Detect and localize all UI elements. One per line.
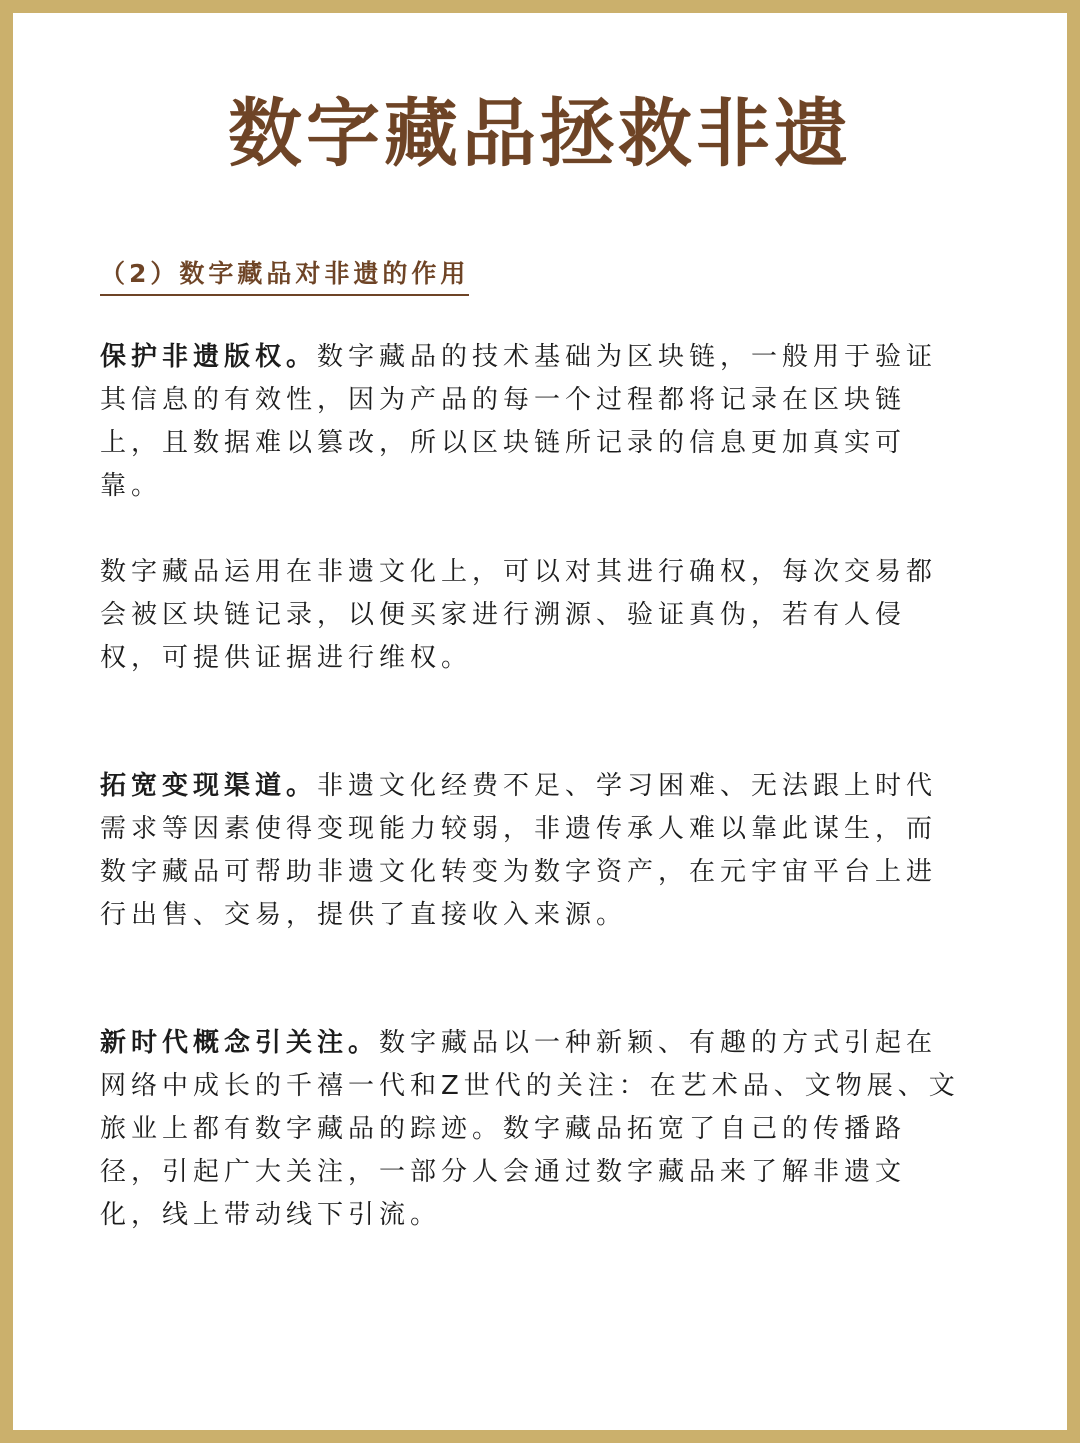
paragraph-monetization xyxy=(100,765,960,937)
paragraph-lead: 新时代概念引关注。 xyxy=(100,1028,380,1058)
section-heading: （2）数字藏品对非遗的作用 xyxy=(100,256,469,296)
page-title: 数字藏品拯救非遗 xyxy=(228,91,852,177)
paragraph-lead: 保护非遗版权。 xyxy=(100,342,318,372)
paragraph-text: 数字藏品运用在非遗文化上，可以对其进行确权，每次交易都会被区块链记录，以便买家进行溯源、验证真伪，若有人侵权，可提供证据进行维权。 xyxy=(100,557,938,673)
paragraph-protect-copyright xyxy=(100,336,960,508)
paragraph-text: 数字藏品以一种新颖、有趣的方式引起在网络中成长的千禧一代和Z世代的关注：在艺术品、文物展、文旅业上都有数字藏品的踪迹。数字藏品拓宽了自己的传播路径，引起广大关注，一部分人会通过数字藏品来了解非遗文化，线上带动线下引流。 xyxy=(100,1028,960,1230)
paragraph-text: 非遗文化经费不足、学习困难、无法跟上时代需求等因素使得变现能力较弱，非遗传承人难以靠此谋生，而数字藏品可帮助非遗文化转变为数字资产，在元宇宙平台上进行出售、交易，提供了直接收入来源。 xyxy=(100,771,938,930)
paragraph-text: 数字藏品的技术基础为区块链，一般用于验证其信息的有效性，因为产品的每一个过程都将记录在区块链上，且数据难以篡改，所以区块链所记录的信息更加真实可靠。 xyxy=(100,342,938,501)
paragraph-new-era-attention xyxy=(100,1022,960,1237)
paragraph-lead: 拓宽变现渠道。 xyxy=(100,771,318,801)
paragraph-rights-confirmation xyxy=(100,551,960,680)
